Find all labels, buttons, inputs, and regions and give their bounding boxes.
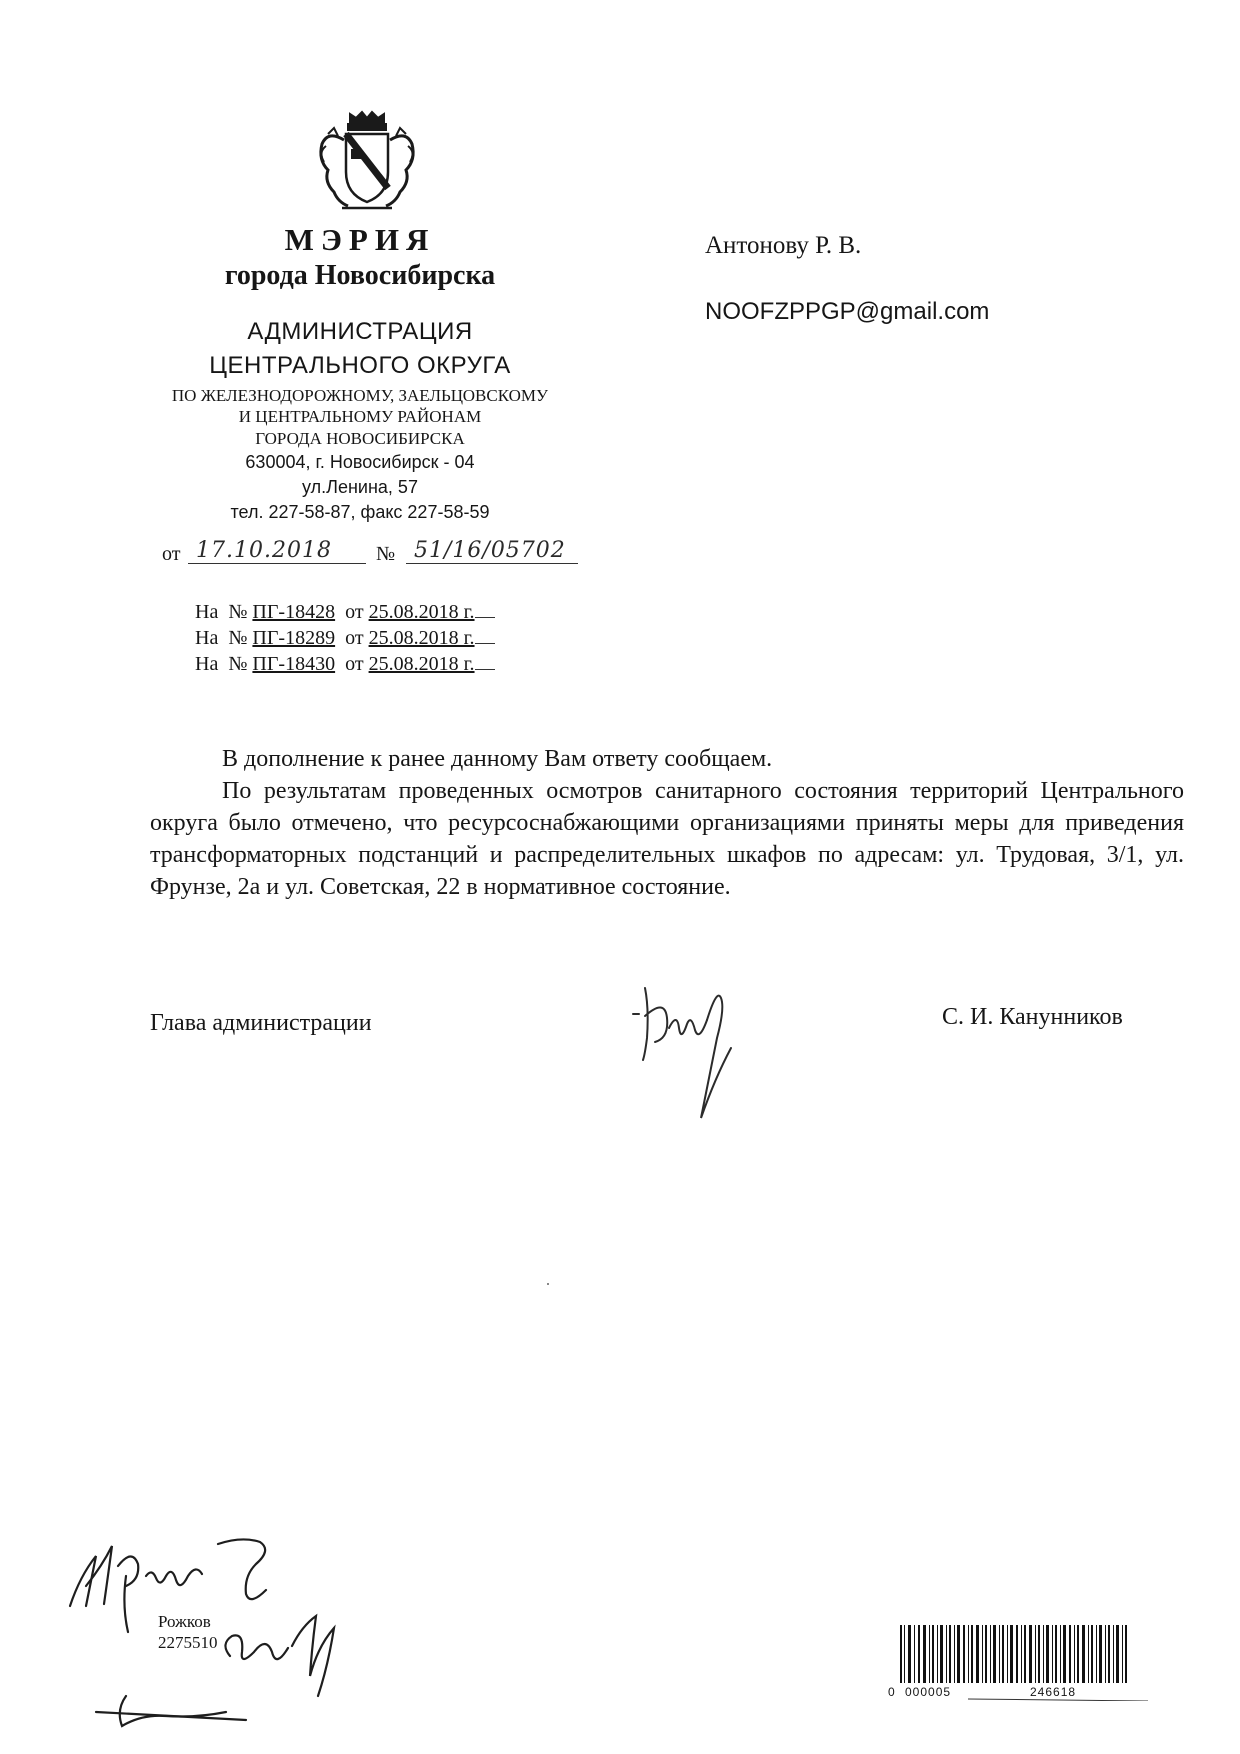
reference-number: ПГ-18428	[252, 601, 336, 623]
registration-line	[162, 538, 582, 572]
recipient-email: NOOFZPPGP@gmail.com	[705, 298, 990, 325]
city-title: города Новосибирска	[224, 260, 496, 291]
reference-number: ПГ-18430	[252, 653, 336, 675]
reference-line: На № ПГ-18428 от 25.08.2018 г.	[195, 601, 495, 624]
body-paragraph: В дополнение к ранее данному Вам ответу сообщаем.	[222, 746, 773, 772]
number-label: №	[376, 543, 396, 565]
handwritten-signature	[625, 968, 755, 1128]
barcode-group1: 000005	[905, 1685, 952, 1699]
registration-number: 51/16/05702	[414, 538, 566, 563]
reference-date: 25.08.2018 г.	[368, 601, 475, 623]
administration-line2: ЦЕНТРАЛЬНОГО ОКРУГА	[209, 352, 511, 379]
meria-title: МЭРИЯ	[284, 222, 436, 257]
districts-line2: И ЦЕНТРАЛЬНОМУ РАЙОНАМ	[238, 407, 482, 426]
districts-line3: ГОРОДА НОВОСИБИРСКА	[255, 429, 465, 448]
districts-line1: ПО ЖЕЛЕЗНОДОРОЖНОМУ, ЗАЕЛЬЦОВСКОМУ	[171, 386, 549, 405]
signatory-name: С. И. Канунников	[942, 1004, 1123, 1030]
reference-line: На № ПГ-18430 от 25.08.2018 г.	[195, 653, 495, 676]
signatory-title: Глава администрации	[150, 1010, 372, 1036]
body-paragraph: По результатам проведенных осмотров санитарного состояния территорий Центрального округа было отмечено, что ресурсоснабжающими организациями приняты меры для приведения трансформаторных подстанций и распределительных шкафов по адресам: ул. Трудовая, 3/1, ул. Фрунзе, 2а и ул. Советская, 22 в нормативное состояние.	[150, 778, 1184, 900]
address-line1: 630004, г. Новосибирск - 04	[245, 452, 475, 472]
barcode-prefix: 0	[888, 1685, 895, 1699]
reference-date: 25.08.2018 г.	[368, 627, 475, 649]
registration-date: 17.10.2018	[196, 538, 332, 563]
executor-signature	[56, 1536, 396, 1736]
from-label: от	[162, 543, 181, 565]
executor-name: Рожков	[158, 1612, 211, 1631]
executor-phone: 2275510	[158, 1633, 218, 1652]
administration-line1: АДМИНИСТРАЦИЯ	[247, 318, 473, 345]
address-line2: ул.Ленина, 57	[302, 477, 418, 497]
reference-line: На № ПГ-18289 от 25.08.2018 г.	[195, 627, 495, 650]
reference-date: 25.08.2018 г.	[368, 653, 475, 675]
coat-of-arms-icon	[312, 110, 422, 214]
address-line3: тел. 227-58-87, факс 227-58-59	[230, 502, 490, 522]
barcode-group2: 246618	[1030, 1685, 1077, 1699]
reference-number: ПГ-18289	[252, 627, 336, 649]
recipient-name: Антонову Р. В.	[705, 232, 862, 259]
letter-body	[150, 743, 1184, 903]
